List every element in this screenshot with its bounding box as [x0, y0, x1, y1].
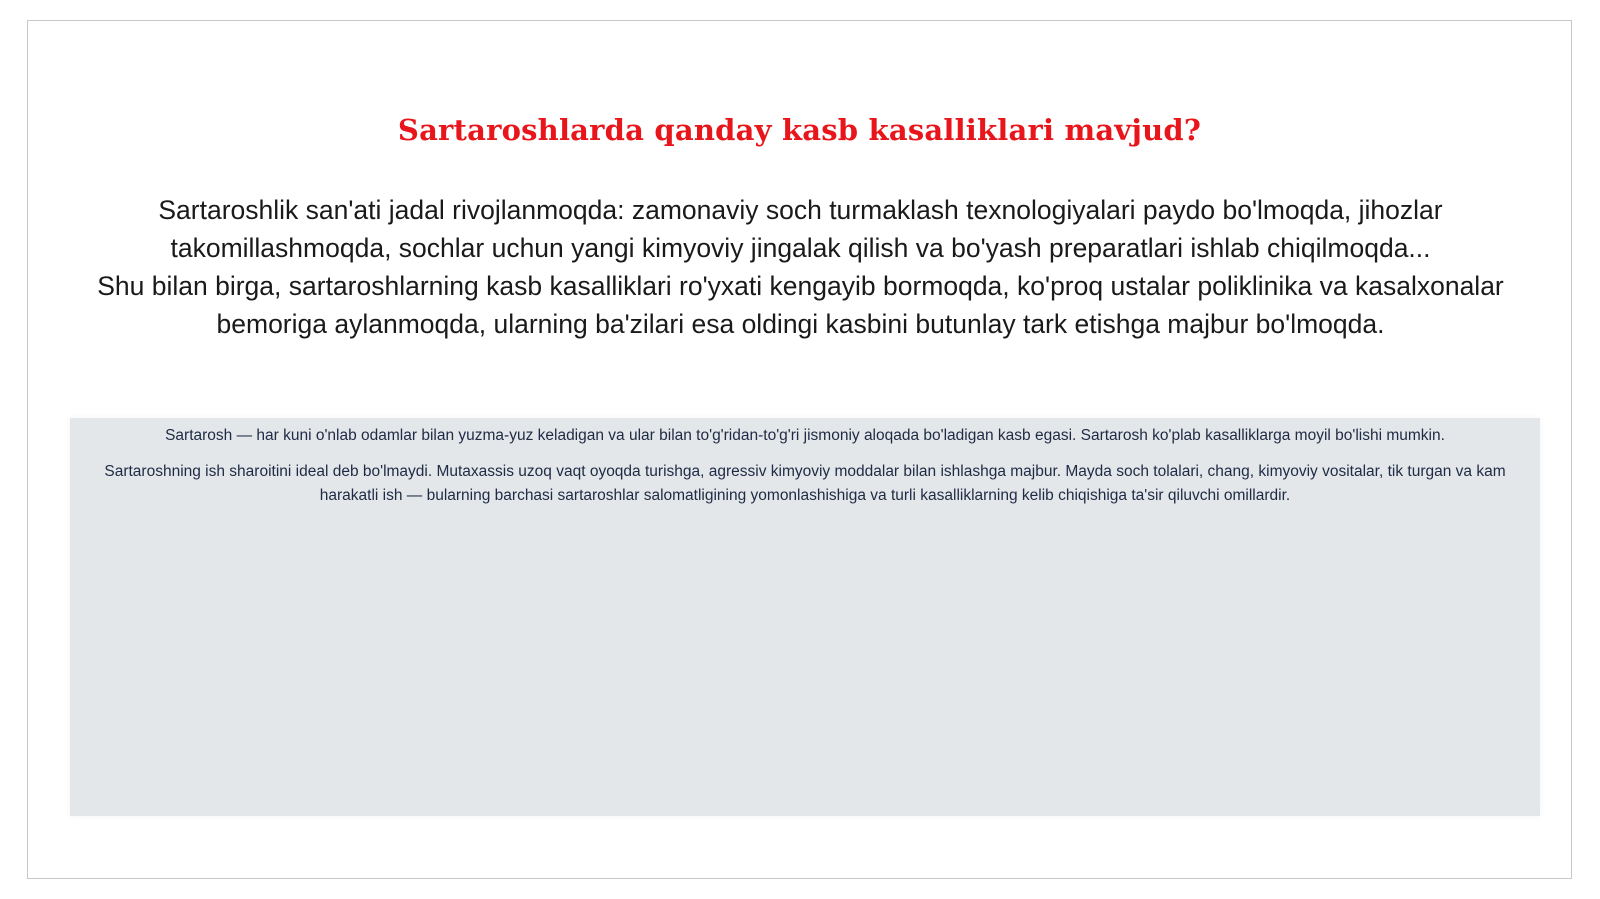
slide — [27, 20, 1572, 879]
intro-paragraph-2: Shu bilan birga, sartaroshlarning kasb kasalliklari ro'yxati kengayib bormoqda, ko'proq ustalar poliklinika va kasalxonalar bemoriga aylanmoqda, ularning ba'zilari esa oldingi kasbini butunlay tark etishga majbur bo'lmoqda. — [97, 271, 1504, 339]
info-box — [70, 418, 1540, 816]
info-paragraph-2: Sartaroshning ish sharoitini ideal deb bo'lmaydi. Mutaxassis uzoq vaqt oyoqda turishga, agressiv kimyoviy moddalar bilan ishlashga majbur. Mayda soch tolalari, chang, kimyoviy vositalar, tik turgan va kam harakatli ish — bularning barchasi sartaroshlar salomatligining yomonlashishiga va turli kasalliklarning kelib chiqishiga ta'sir qiluvchi omillardir. — [104, 463, 1506, 504]
info-paragraph-1: Sartarosh — har kuni o'nlab odamlar bilan yuzma-yuz keladigan va ular bilan to'g'ridan-to'g'ri jismoniy aloqada bo'ladigan kasb egasi. Sartarosh ko'plab kasalliklarga moyil bo'lishi mumkin. — [165, 427, 1445, 444]
intro-text — [58, 191, 1543, 343]
info-box-text — [74, 424, 1536, 520]
slide-title: Sartaroshlarda qanday kasb kasalliklari mavjud? — [397, 113, 1202, 147]
intro-paragraph-1: Sartaroshlik san'ati jadal rivojlanmoqda: zamonaviy soch turmaklash texnologiyalari paydo bo'lmoqda, jihozlar takomillashmoqda, sochlar uchun yangi kimyoviy jingalak qilish va bo'yash preparatlari ishlab chiqilmoqda... — [158, 195, 1443, 263]
